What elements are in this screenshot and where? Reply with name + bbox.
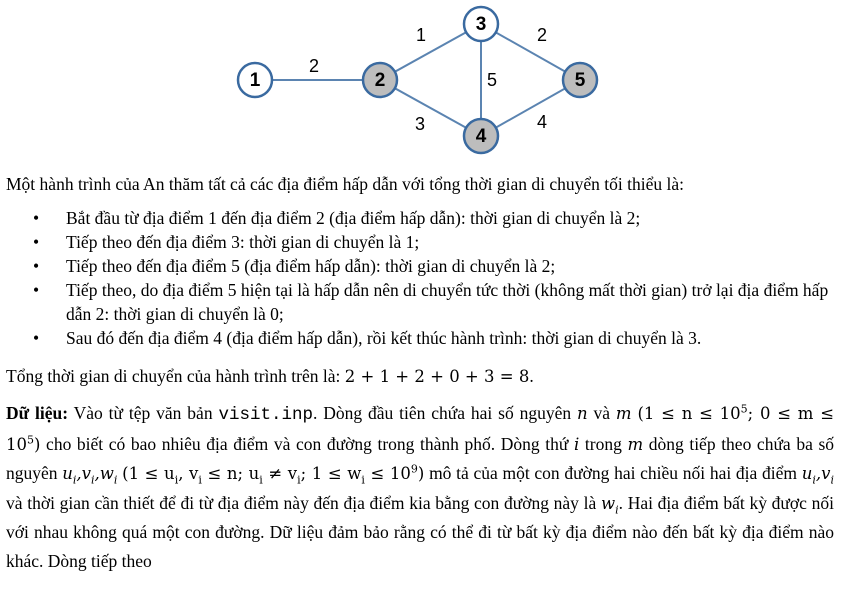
journey-step-text: Bắt đầu từ địa điểm 1 đến địa điểm 2 (địa điểm hấp dẫn): thời gian di chuyển là 2;: [66, 208, 641, 228]
c1: (1 ≤ n ≤ 10: [637, 404, 741, 423]
e3: 9: [410, 462, 418, 476]
sub-11: i: [615, 502, 619, 516]
edge-weight-label: 2: [308, 55, 320, 76]
journey-step: [0, 326, 840, 350]
sub-4: i: [174, 473, 179, 487]
total-formula: 2 + 1 + 2 + 0 + 3 = 8: [344, 367, 530, 386]
u-2: u: [801, 464, 813, 483]
constraint-uvw: [122, 462, 425, 487]
node-label: 3: [475, 14, 487, 36]
sub-9: i: [812, 473, 816, 487]
sub-10: i: [830, 473, 834, 487]
journey-step-text: Tiếp theo đến địa điểm 5 (địa điểm hấp dẫn): thời gian di chuyển là 2;: [66, 256, 556, 276]
graph-figure: [0, 0, 859, 170]
comma-1: ,: [76, 464, 82, 483]
total-text: Tổng thời gian di chuyển của hành trình trên là:: [6, 366, 345, 386]
comma-2: ,: [94, 464, 100, 483]
c3: ): [34, 434, 41, 454]
var-m-2: m: [627, 434, 644, 454]
data-text-3: cho biết có bao nhiêu địa điểm và con đường trong thành phố. Dòng thứ: [40, 433, 574, 454]
data-and: và: [587, 403, 616, 423]
journey-step: [0, 254, 840, 278]
data-text-1: Vào từ tệp văn bản: [68, 403, 219, 423]
data-text-7: mô tả của một con đường hai chiều nối hai địa điểm: [424, 463, 802, 483]
var-m: m: [615, 404, 632, 423]
w-2: w: [600, 493, 616, 513]
edge-weight-label: 1: [415, 24, 427, 45]
node-label: 1: [249, 70, 261, 92]
intro-text: Một hành trình của An thăm tất cả các địa điểm hấp dẫn với tổng thời gian di chuyển tối thiểu là:: [6, 174, 684, 194]
total-time-line: [6, 364, 834, 389]
sub-3: i: [113, 473, 118, 487]
journey-step: [0, 230, 840, 254]
edge-weight-label: 5: [486, 69, 498, 90]
w: w: [99, 464, 114, 483]
var-n: n: [577, 404, 588, 423]
c2: ; 0 ≤ m ≤ 10: [6, 404, 835, 454]
c8: ; 1 ≤ w: [300, 464, 362, 483]
e1: 5: [740, 402, 748, 416]
data-text-8: và thời gian cần thiết để đi từ địa điểm này đến địa điểm kia bằng con đường này là: [6, 492, 601, 513]
bullet-icon: •: [33, 232, 40, 252]
v: v: [81, 464, 91, 483]
vars-uv: [801, 464, 834, 487]
c6: ≤ n; u: [201, 464, 260, 483]
data-text-5: dòng tiếp theo chứa ba số nguyên: [6, 433, 835, 483]
comma-3: ,: [815, 464, 822, 483]
node-label: 4: [475, 126, 487, 148]
journey-step-text: Tiếp theo, do địa điểm 5 hiện tại là hấp dẫn nên di chuyển tức thời (không mất thời gian) trở lại địa điểm hấp dẫn 2: thời gian di chuyển là 0;: [66, 280, 829, 324]
input-data-section: [6, 399, 834, 575]
c5: , v: [178, 464, 199, 483]
c10: ): [417, 464, 425, 483]
var-i: i: [574, 434, 580, 454]
e2: 5: [27, 433, 34, 446]
v-2: v: [821, 464, 831, 483]
sub-6: i: [259, 473, 263, 487]
var-w: [600, 493, 619, 516]
bullet-icon: •: [33, 280, 40, 300]
node-label: 5: [574, 70, 586, 92]
c9: ≤ 10: [364, 464, 411, 483]
edge-weight-label: 4: [536, 111, 548, 132]
node-label: 2: [374, 70, 386, 92]
bullet-icon: •: [33, 328, 40, 348]
sub-1: i: [72, 473, 77, 487]
data-text-4: trong: [579, 433, 628, 454]
journey-step: [0, 278, 840, 326]
total-end: .: [529, 366, 534, 386]
journey-steps-list: [0, 206, 840, 350]
sub-8: i: [361, 473, 365, 487]
journey-step: [0, 206, 840, 230]
c7: ≠ v: [262, 464, 298, 483]
sub-5: i: [198, 473, 202, 487]
input-filename: visit.inp: [218, 405, 313, 425]
data-label: Dữ liệu:: [6, 403, 69, 423]
edge-weight-label: 2: [536, 24, 548, 45]
bullet-icon: •: [33, 208, 40, 228]
vars-uvw: [62, 464, 118, 487]
journey-step-text: Tiếp theo đến địa điểm 3: thời gian di chuyển là 1;: [66, 232, 420, 252]
c4: (1 ≤ u: [122, 464, 175, 483]
u: u: [62, 464, 73, 483]
sub-7: i: [297, 473, 301, 487]
journey-step-text: Sau đó đến địa điểm 4 (địa điểm hấp dẫn), rồi kết thúc hành trình: thời gian di chuyển là 3.: [66, 328, 702, 348]
bullet-icon: •: [33, 256, 40, 276]
data-text-2: . Dòng đầu tiên chứa hai số nguyên: [312, 403, 577, 423]
sub-2: i: [90, 473, 95, 487]
data-text-9: . Hai địa điểm bất kỳ được nối với nhau không quá một con đường. Dữ liệu đảm bảo rằng có thể đi từ bất kỳ địa điểm nào đến bất kỳ địa điểm nào khác. Dòng tiếp theo: [6, 492, 834, 571]
edge-weight-label: 3: [414, 113, 426, 134]
